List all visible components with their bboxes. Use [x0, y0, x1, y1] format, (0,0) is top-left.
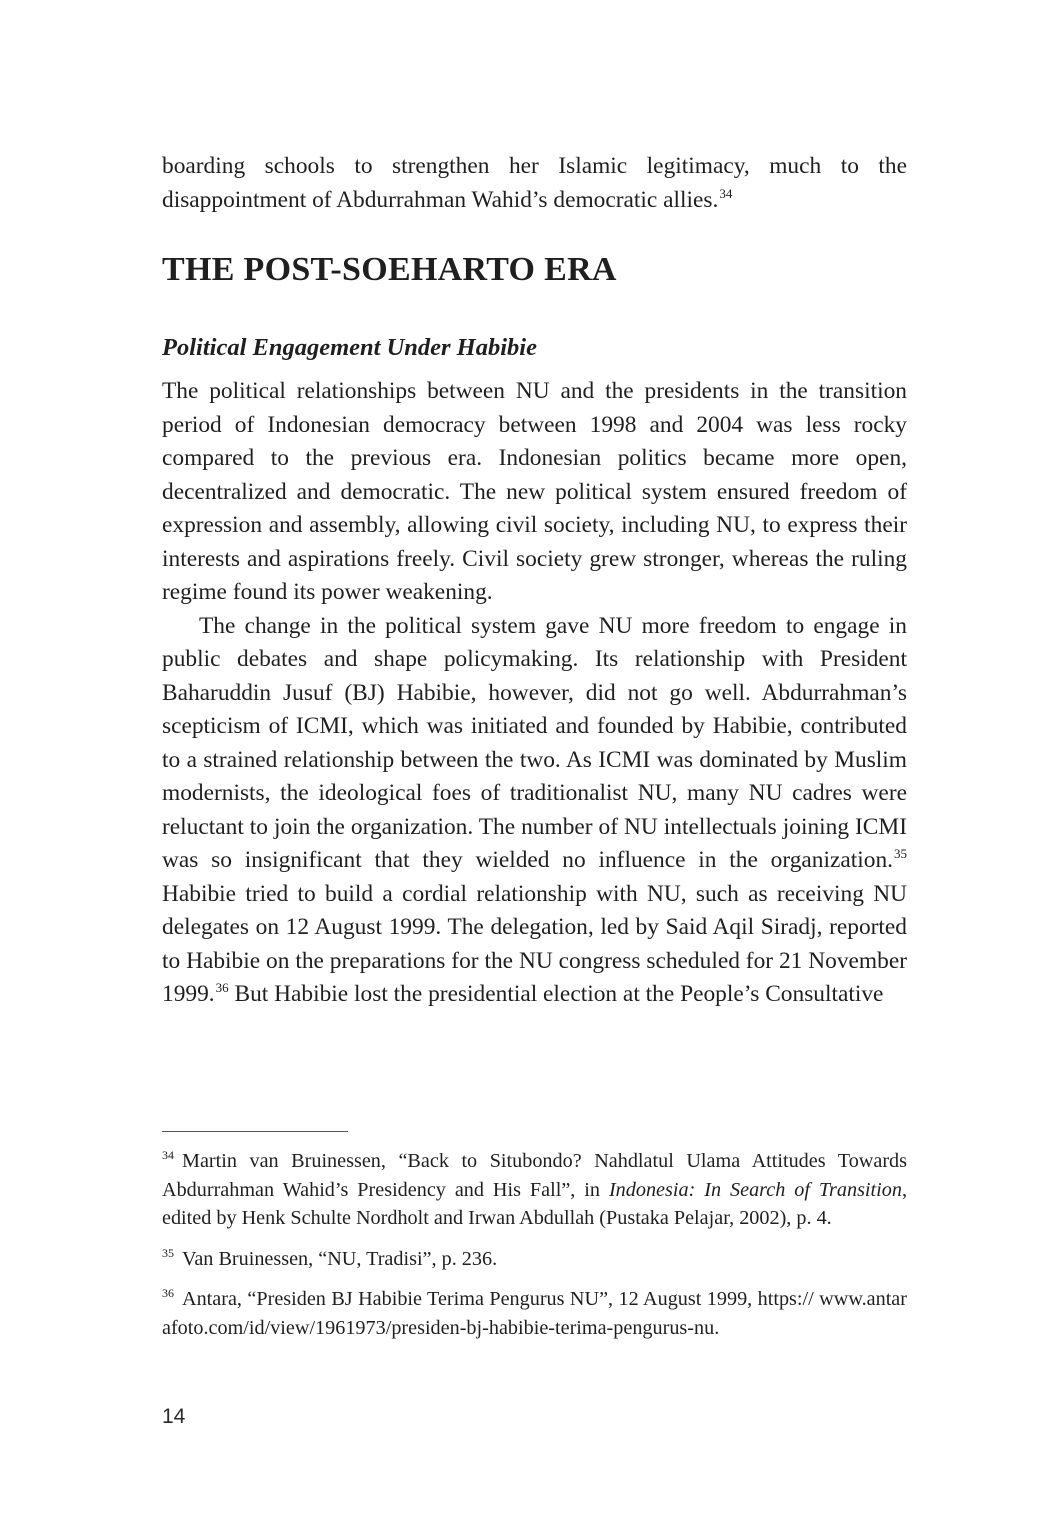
body-paragraph-2	[162, 610, 907, 1012]
footnotes	[162, 1147, 907, 1355]
footnote-ref-36[interactable]: 36	[215, 980, 229, 995]
body-paragraph-2-part-b: Habibie tried to build a cordial relationship with NU, such as receiving NU delegates on 12 August 1999. The delegation, led by Said Aqil Siradj, reported to Habibie on the preparations for the NU congress scheduled for 21 November 1999.	[162, 880, 907, 1007]
intro-text: boarding schools to strengthen her Islamic legitimacy, much to the disappointment of Abdurrahman Wahid’s democratic allies.	[162, 153, 907, 213]
footnote-text: Martin van Bruinessen, “Back to Situbondo? Nahdlatul Ulama Attitudes Towards Abdurrahman Wahid’s Presidency and His Fall”, in	[162, 1150, 907, 1201]
page-number: 14	[162, 1405, 186, 1428]
body-paragraph-2-part-c: But Habibie lost the presidential election at the People’s Consultative	[228, 981, 884, 1007]
footnote-ref-34[interactable]: 34	[719, 185, 733, 201]
footnote-number: 34	[162, 1148, 174, 1162]
subsection-heading: Political Engagement Under Habibie	[162, 334, 537, 361]
footnote-number: 36	[162, 1286, 174, 1301]
footnote-35	[162, 1245, 907, 1274]
body-paragraph-2-part-a: The change in the political system gave NU more freedom to engage in public debates and shape policymaking. Its relationship with President Baharuddin Jusuf (BJ) Habibie, however, did not go well. Abdurrahman’s scepticism of ICMI, which was initiated and founded by Habibie, contributed to a strained relationship between the two. As ICMI was dominated by Muslim modernists, the ideological foes of traditionalist NU, many NU cadres were reluctant to join the organization. The number of NU intellectuals joining ICMI was so insignificant that they wielded no influence in the organization.	[162, 612, 907, 873]
section-heading: THE POST-SOEHARTO ERA	[162, 251, 617, 288]
footnote-book-title: Indonesia: In Search of Transition	[608, 1178, 902, 1201]
footnote-number: 35	[162, 1245, 174, 1260]
footnote-text-continued: , edited by Henk Schulte Nordholt and Irwan Abdullah (Pustaka Pelajar, 2002), p. 4.	[162, 1178, 907, 1230]
footnote-divider	[162, 1131, 348, 1132]
page-body	[162, 150, 907, 1012]
footnote-ref-35[interactable]: 35	[894, 846, 907, 861]
body-paragraph-1: The political relationships between NU and the presidents in the transition period of Indonesian democracy between 1998 and 2004 was less rocky compared to the previous era. Indonesian politics became more open, decentralized and democratic. The new political system ensured freedom of expression and assembly, allowing civil society, including NU, to express their interests and aspirations freely. Civil society grew stronger, whereas the ruling regime found its power weakening.	[162, 378, 907, 605]
intro-paragraph	[162, 150, 907, 217]
footnote-34	[162, 1147, 907, 1233]
footnote-text-with-link[interactable]: Antara, “Presiden BJ Habibie Terima Pengurus NU”, 12 August 1999, https:// www.antarafoto.com/id/view/1961973/presiden-bj-habibie-terima-pengurus-nu.	[162, 1288, 907, 1339]
footnote-text: Van Bruinessen, “NU, Tradisi”, p. 236.	[182, 1247, 498, 1270]
footnote-36	[162, 1285, 907, 1342]
